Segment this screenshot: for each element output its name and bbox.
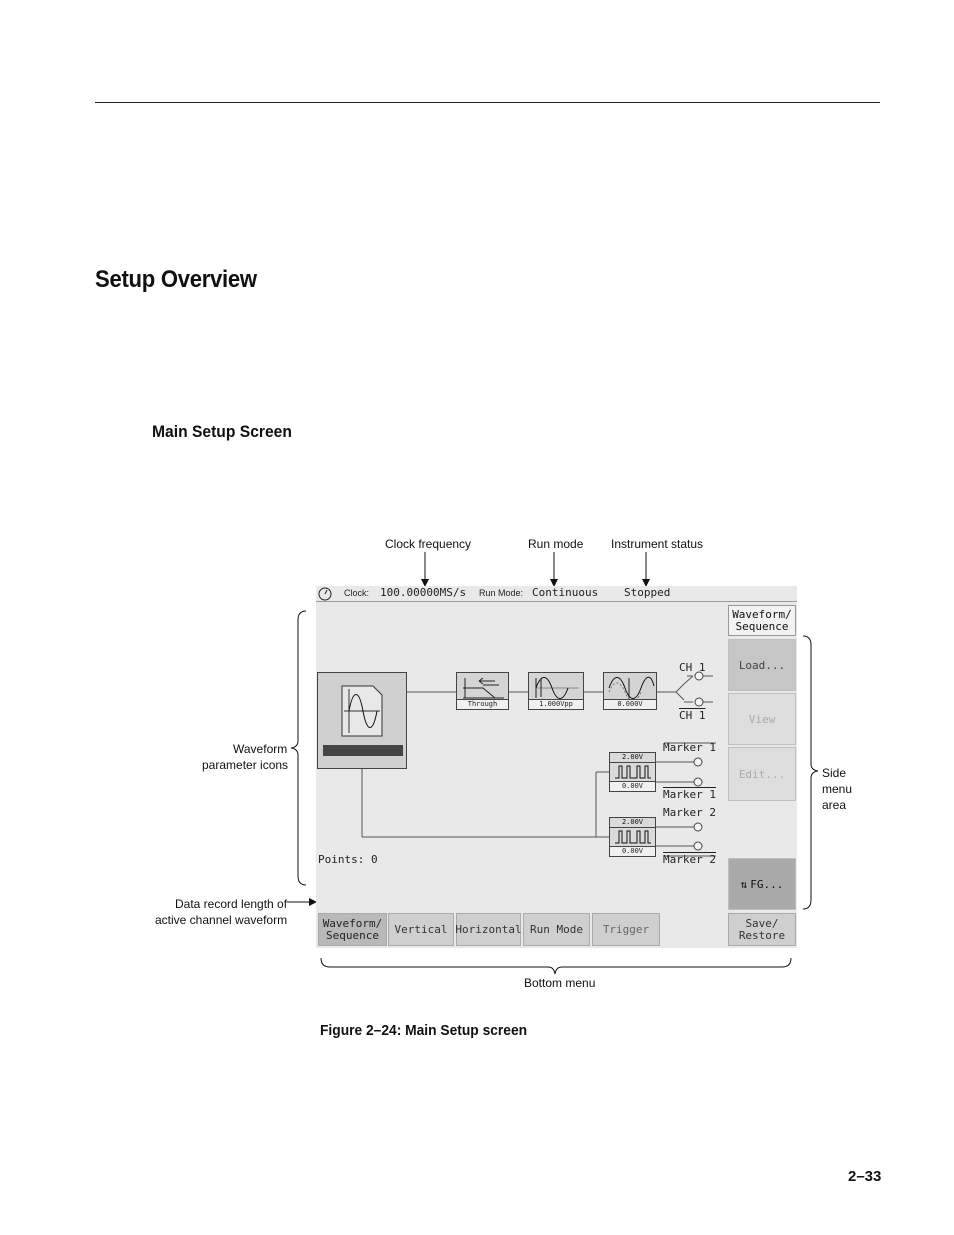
page-number: 2–33 <box>848 1168 882 1185</box>
filter-icon[interactable] <box>456 672 509 710</box>
marker1-pulse-icon <box>613 764 653 780</box>
side-menu-title: Waveform/ Sequence <box>728 605 796 636</box>
clock-value: 100.00000MS/s <box>380 586 467 599</box>
callout-data-record-line1: Data record length of <box>175 897 288 911</box>
amplitude-label: 1.000Vpp <box>529 699 583 709</box>
callout-side-menu-line3: area <box>822 798 847 812</box>
instrument-status: Stopped <box>624 586 671 599</box>
callout-instrument-status: Instrument status <box>611 537 704 551</box>
marker1-output-label-top: Marker 1 <box>663 741 716 754</box>
marker2-level-icon[interactable] <box>609 817 656 857</box>
marker2-output-label-top: Marker 2 <box>663 806 716 819</box>
run-mode-value: Continuous <box>532 586 599 599</box>
callout-waveform-icons-line2: parameter icons <box>202 758 289 772</box>
marker1-output-label-bottom: Marker 1 <box>663 788 716 801</box>
callout-side-menu-line2: menu <box>822 782 853 796</box>
bottom-waveform-sequence-button[interactable]: Waveform/ Sequence <box>318 913 387 946</box>
marker1-low-level: 0.00V <box>610 781 655 791</box>
bottom-run-mode-button[interactable]: Run Mode <box>523 913 590 946</box>
bottom-horizontal-button[interactable]: Horizontal <box>456 913 521 946</box>
active-channel-bar <box>323 745 403 756</box>
setup-screen <box>316 586 797 948</box>
run-mode-label: Run Mode: <box>479 588 524 598</box>
ch1-output-label-top: CH 1 <box>679 661 706 674</box>
sine-offset-icon <box>607 676 655 700</box>
subsection-title: Main Setup Screen <box>152 422 292 441</box>
points-readout: Points: 0 <box>318 853 378 866</box>
sine-amplitude-icon <box>533 676 581 700</box>
fg-button-label: FG... <box>750 877 784 891</box>
view-button[interactable]: View <box>728 693 796 745</box>
section-title: Setup Overview <box>95 266 257 293</box>
callout-side-menu-line1: Side <box>822 766 847 780</box>
marker2-pulse-icon <box>613 829 653 845</box>
marker1-level-icon[interactable] <box>609 752 656 792</box>
callout-waveform-icons-line1: Waveform <box>233 742 288 756</box>
figure-caption: Figure 2–24: Main Setup screen <box>320 1022 528 1039</box>
bottom-save-restore-button[interactable]: Save/ Restore <box>728 913 796 946</box>
marker2-high-level: 2.00V <box>610 818 655 828</box>
bottom-trigger-button[interactable]: Trigger <box>592 913 660 946</box>
waveform-file-icon[interactable] <box>317 672 407 769</box>
offset-label: 0.000V <box>604 699 656 709</box>
load-button[interactable]: Load... <box>728 639 796 691</box>
edit-button[interactable]: Edit... <box>728 747 796 801</box>
waveform-document-icon <box>341 685 383 737</box>
marker2-low-level: 0.00V <box>610 846 655 856</box>
marker1-high-level: 2.00V <box>610 753 655 763</box>
ch1-output-label-bottom: CH 1 <box>679 709 706 722</box>
bottom-vertical-button[interactable]: Vertical <box>388 913 454 946</box>
marker2-output-label-bottom: Marker 2 <box>663 853 716 866</box>
fg-icon: ⇅ <box>740 877 748 891</box>
filter-response-icon <box>461 676 506 700</box>
callout-clock-frequency: Clock frequency <box>385 537 472 551</box>
callout-run-mode: Run mode <box>528 537 584 551</box>
amplitude-icon[interactable] <box>528 672 584 710</box>
filter-label: Through <box>457 699 508 709</box>
clock-label: Clock: <box>344 588 370 598</box>
callout-data-record-line2: active channel waveform <box>155 913 288 927</box>
offset-icon[interactable] <box>603 672 657 710</box>
fg-button[interactable] <box>728 858 796 910</box>
callout-bottom-menu: Bottom menu <box>524 976 596 990</box>
